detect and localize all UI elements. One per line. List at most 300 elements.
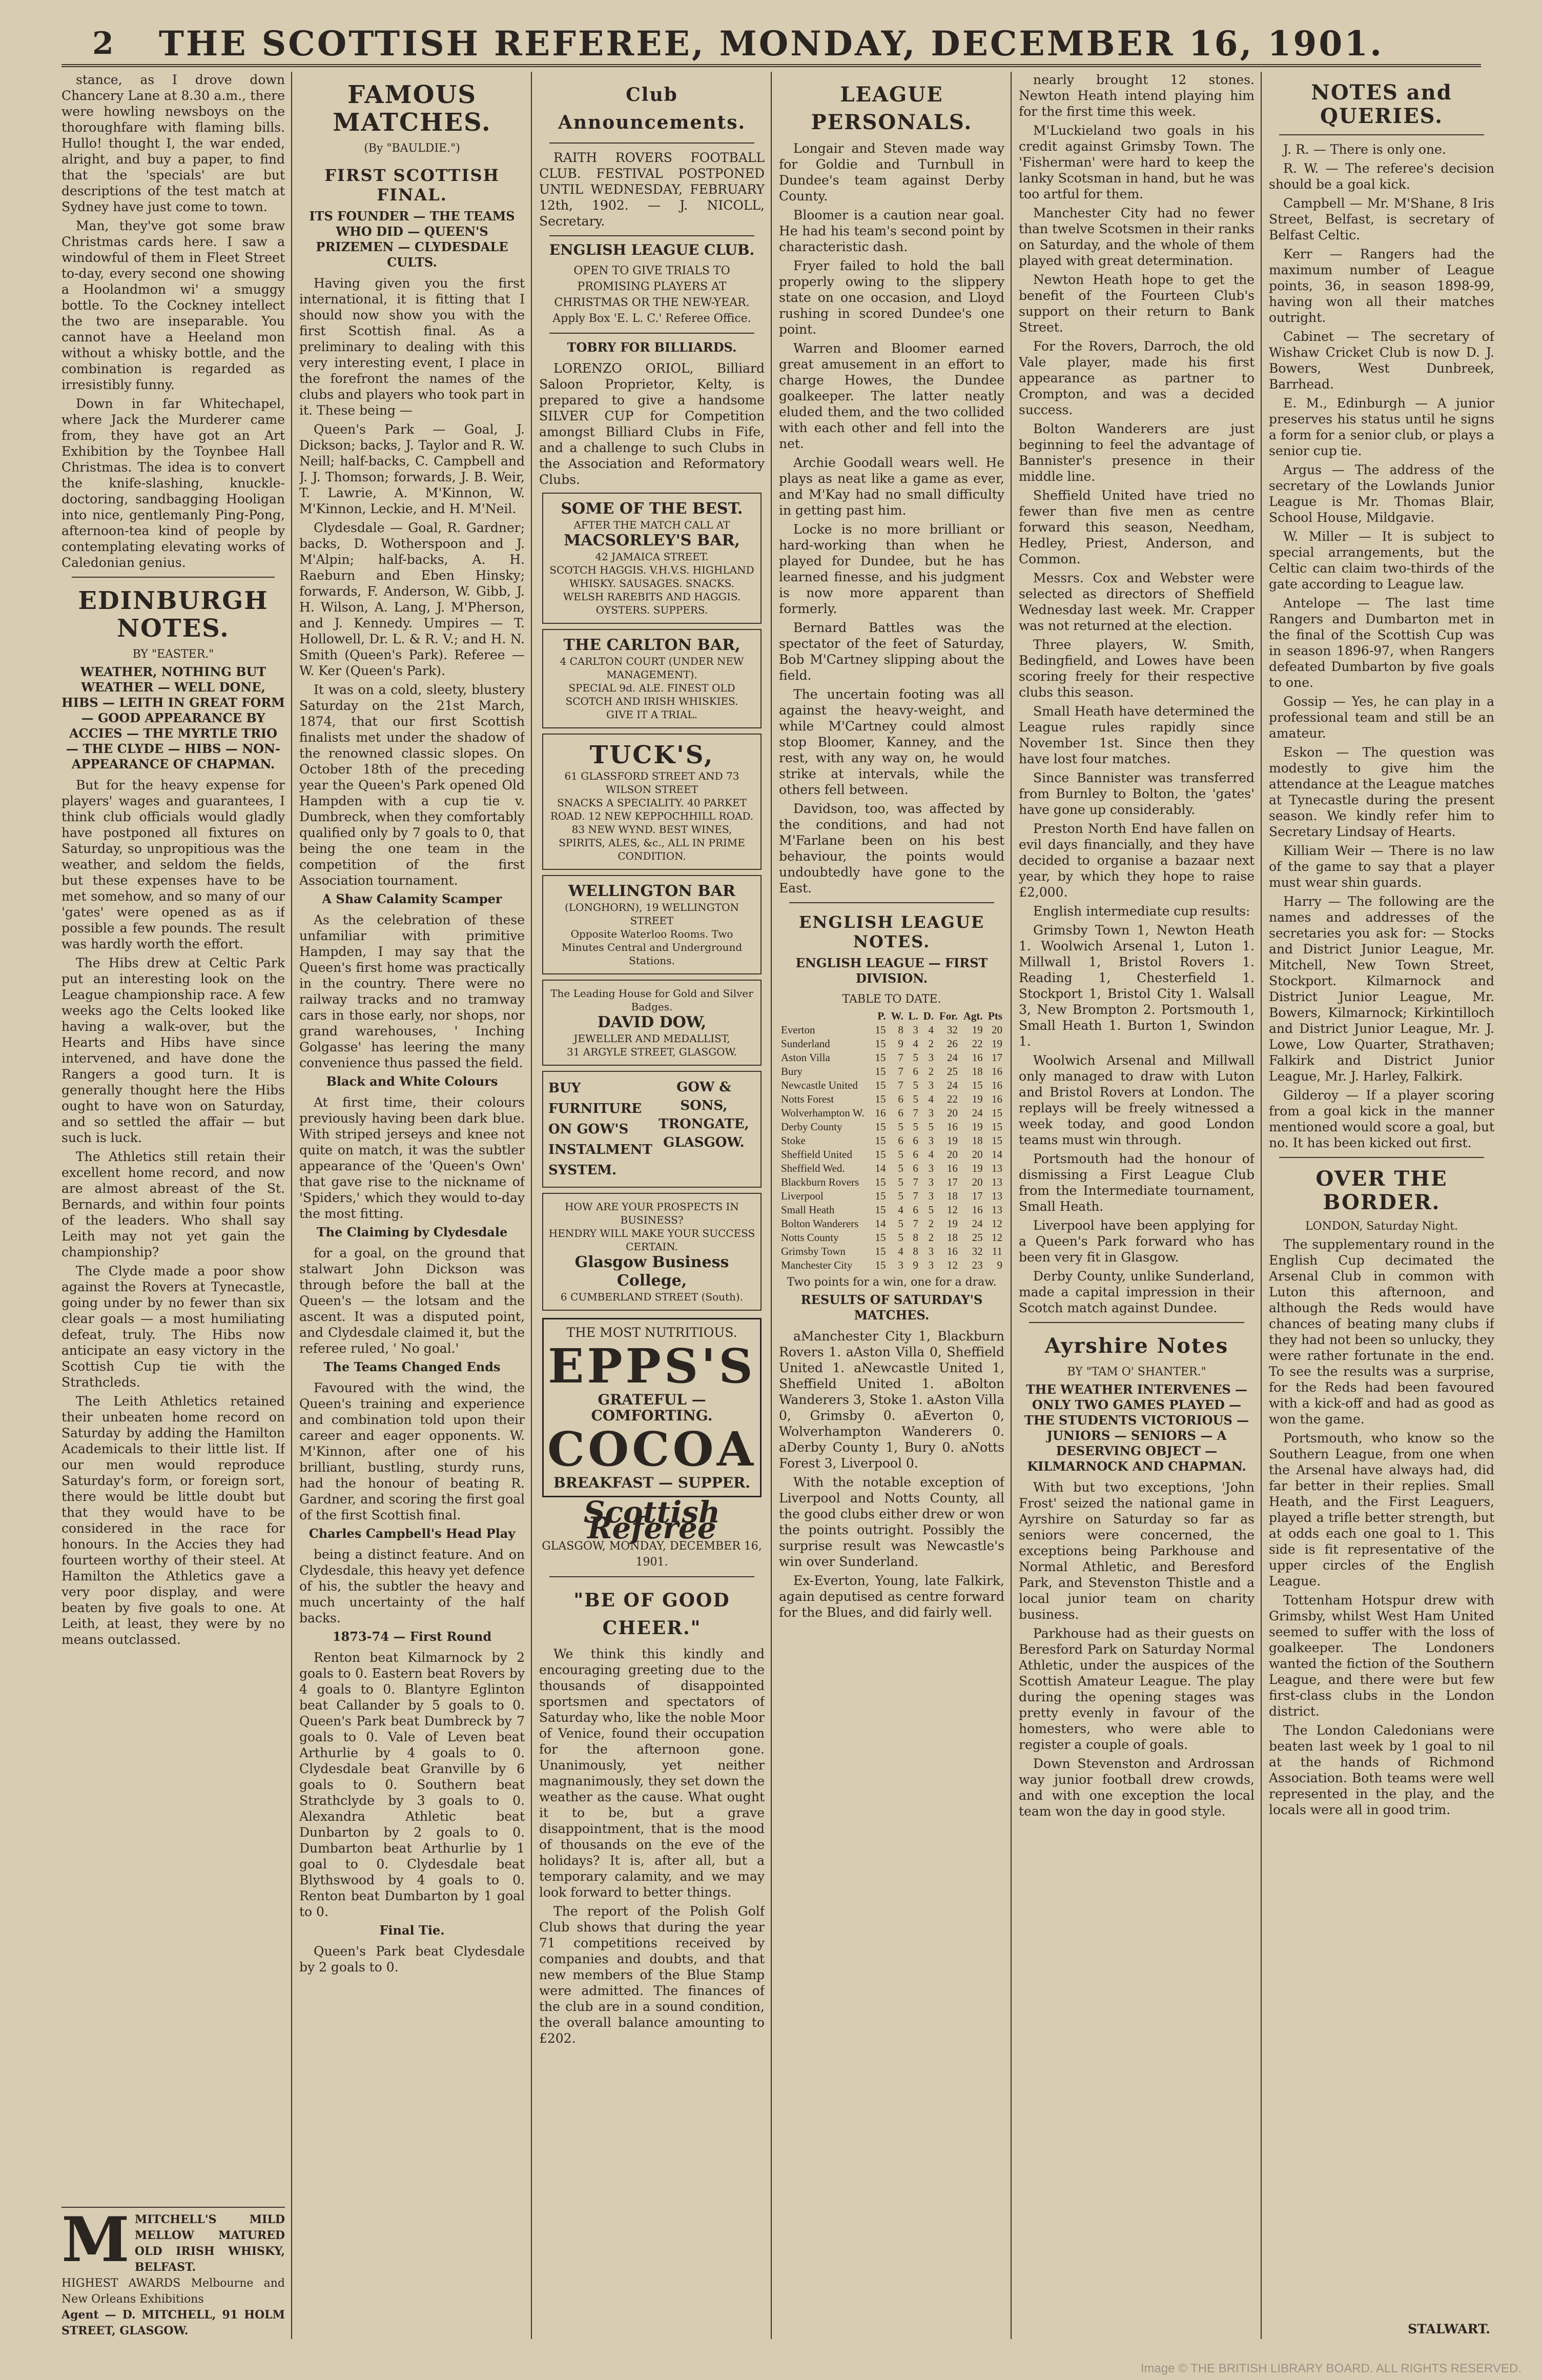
query-answer: Killiam Weir — There is no law of the game to say that a player must wear shin guards. — [1269, 843, 1494, 890]
table-cell: Liverpool — [781, 1190, 824, 1202]
table-cell: 6 — [913, 1162, 918, 1174]
subheading: ITS FOUNDER — THE TEAMS WHO DID — QUEEN'S PRIZEMEN — CLYDESDALE CULTS. — [309, 209, 515, 270]
article-text: Small Heath have determined the League rules rapidly since November 1st. Since then they have lost four matches. — [1019, 704, 1255, 766]
table-cell: 6 — [898, 1134, 903, 1147]
section-subheading: A Shaw Calamity Scamper — [322, 891, 502, 906]
table-cell: 16 — [947, 1162, 958, 1174]
dateline: LONDON, Saturday Night. — [1305, 1220, 1458, 1233]
team-list: Queen's Park — Goal, J. Dickson; backs, J. Taylor and R. W. Neill; half-backs, C. Campbell and J. J. Thomson; forwards, J. B. Weir, T. Lawrie, A. M'Kinnon, W. M'Kinnon, Leckie, and H. M'Neil. — [299, 422, 525, 516]
table-cell: 2 — [928, 1038, 934, 1050]
table-cell: 15 — [875, 1079, 886, 1091]
cup-results: Grimsby Town 1, Newton Heath 1. Woolwich Arsenal 1, Luton 1. Millwall 1, Bristol Rovers 1. Reading 1, Chesterfield 1. Stockport 1, Bristol City 1. Walsall 3, New Brompton 2. Portsmouth 1, Small Heath 1. Burton 1, Swindon 1. — [1019, 923, 1255, 1049]
table-row — [779, 1079, 1004, 1092]
column-rule — [291, 72, 292, 2339]
leader-text: We think this kindly and encouraging greeting due to the thousands of disappointed sportsmen and spectators of Saturday who, like the noble Moor of Venice, found their occupation for the afternoon gone. Unanimously, yet neither magnanimously, they set down the weather as the cause. What ought it to be, but a grave disappointment, that is the mood of thousands on the eve of the holidays? It is, after all, but a temporary calamity, and we may look forward to better things. — [539, 1646, 765, 1900]
table-cell: 16 — [992, 1093, 1002, 1105]
table-cell: 4 — [913, 1038, 918, 1050]
table-cell: 22 — [947, 1093, 958, 1105]
table-cell: 2 — [928, 1231, 934, 1244]
table-cell: 6 — [913, 1065, 918, 1077]
advert-sub: (LONGHORN), 19 WELLINGTON STREET — [564, 901, 739, 927]
advert-sub: HENDRY WILL MAKE YOUR SUCCESS CERTAIN. — [548, 1227, 755, 1253]
table-cell: 7 — [913, 1190, 918, 1202]
table-column-header: Pts — [988, 1010, 1002, 1022]
table-cell: 3 — [928, 1051, 934, 1064]
article-text: Parkhouse had as their guests on Beresford Park on Saturday Normal Athletic, under the auspices of the Scottish Amateur League. The play during the opening stages was pretty evenly in favour of the homesters, who were able to register a couple of goals. — [1019, 1626, 1255, 1752]
table-cell: 5 — [898, 1121, 903, 1133]
table-cell: 23 — [972, 1259, 983, 1271]
table-cell: 5 — [928, 1121, 934, 1133]
advert-address: 61 GLASSFORD STREET AND 73 WILSON STREET — [564, 770, 739, 796]
article-text: Bernard Battles was the spectator of the feet of Saturday, Bob M'Cartney slipping about the field. — [779, 620, 1004, 683]
table-cell: 3 — [913, 1024, 918, 1036]
table-cell: Manchester City — [781, 1259, 853, 1271]
article-text: Tottenham Hotspur drew with Grimsby, whilst West Ham United seemed to suffer with the loss of goalkeeper. The Londoners wanted the fiction of the Southern League, and there were but few first-class clubs in the London district. — [1269, 1593, 1494, 1719]
query-answer: Gilderoy — If a player scoring from a goal kick in the manner mentioned would score a goal, but no. It has been kicked out first. — [1269, 1088, 1494, 1150]
page-number: 2 — [92, 26, 114, 62]
table-cell: Blackburn Rovers — [781, 1176, 859, 1188]
advert-body: Opposite Waterloo Rooms. Two Minutes Central and Underground Stations. — [561, 928, 743, 967]
advert-left: BUY FURNITURE ON GOW'S INSTALMENT SYSTEM. — [548, 1081, 652, 1178]
final-tie-label: Final Tie. — [379, 1923, 445, 1938]
article-text: Down in far Whitechapel, where Jack the Murderer came from, they have got an Art Exhibition by the Toynbee Hall Christmas. The idea is to convert the knife-slashing, knuckle-doctoring, sandbagging Hooligan into nice, gentlemanly Ping-Pong, afternoon-tea kind of people by contemplating elevating works of Caledonian genius. — [61, 396, 285, 570]
divider — [1029, 1322, 1244, 1323]
table-cell: 12 — [947, 1204, 958, 1216]
advert-initial: M — [61, 2204, 130, 2276]
table-cell: 5 — [898, 1190, 903, 1202]
table-cell: 9 — [997, 1259, 1002, 1271]
table-row — [779, 1189, 1004, 1203]
advert-awards: HIGHEST AWARDS Melbourne and New Orleans Exhibitions — [61, 2277, 285, 2306]
table-cell: Sheffield United — [781, 1148, 853, 1161]
table-cell: 20 — [972, 1176, 983, 1188]
masthead — [61, 21, 1481, 67]
table-cell: 4 — [928, 1093, 934, 1105]
divider — [72, 577, 275, 578]
article-text: Bloomer is a caution near goal. He had his team's second point by characteristic dash. — [779, 208, 1004, 254]
table-cell: 6 — [913, 1148, 918, 1161]
table-cell: 7 — [913, 1176, 918, 1188]
article-text: Portsmouth, who know so the Southern League, from one when the Arsenal have always had, did far better in their replies. Small Heath, and the First Leaguers, played a trifle better strength, but at odds each one goal to 1. This side is fit representative of the upper circles of the English League. — [1269, 1431, 1494, 1589]
advert-heading: HOW ARE YOUR PROSPECTS IN BUSINESS? — [565, 1201, 739, 1226]
advert-address: 42 JAMAICA STREET. — [595, 551, 709, 563]
divider — [549, 1576, 754, 1577]
table-row — [779, 1037, 1004, 1051]
table-row — [779, 1245, 1004, 1258]
table-cell: 3 — [928, 1134, 934, 1147]
column-1 — [61, 72, 285, 2339]
advert-footer: GIVE IT A TRIAL. — [606, 708, 698, 721]
byline: BY "TAM O' SHANTER." — [1067, 1366, 1206, 1378]
article-text: Sheffield United have tried no fewer than five men as centre forward this season, Needham, Hedley, Priest, Anderson, and Common. — [1019, 488, 1255, 566]
table-cell: 16 — [972, 1204, 983, 1216]
section-subheading: The Claiming by Clydesdale — [316, 1225, 508, 1239]
query-answer: Gossip — Yes, he can play in a professional team and still be an amateur. — [1269, 694, 1494, 741]
announcement-body: LORENZO ORIOL, Billiard Saloon Proprietor, Kelty, is prepared to give a handsome SILVER CUP for Competition amongst Billiard Clubs in Fife, and a challenge to such Clubs in the Association and Reformatory Clubs. — [539, 361, 765, 487]
table-cell: 24 — [947, 1079, 958, 1091]
byline: (By "BAULDIE.") — [364, 142, 460, 155]
table-cell: Small Heath — [781, 1204, 835, 1216]
table-cell: 3 — [898, 1259, 903, 1271]
table-cell: 14 — [875, 1217, 886, 1230]
advert-sub: The Leading House for Gold and Silver Badges. — [550, 987, 753, 1013]
article-subheading: FIRST SCOTTISH FINAL. — [324, 166, 500, 205]
advert-agent: Agent — D. MITCHELL, 91 HOLM STREET, GLASGOW. — [61, 2308, 285, 2337]
article-text: M'Luckieland two goals in his credit against Grimsby Town. The 'Fisherman' were hard to keep the lanky Scotsman in hand, but he was too artful for them. — [1019, 123, 1255, 201]
whisky-advert — [61, 2204, 285, 2339]
article-text: Warren and Bloomer earned great amusement in an effort to charge Howes, the Dundee goalkeeper. The latter neatly eluded them, and the two collided with each other and fell into the net. — [779, 341, 1004, 451]
table-cell: 12 — [992, 1217, 1002, 1230]
table-cell: 16 — [875, 1107, 886, 1119]
article-text: Messrs. Cox and Webster were selected as directors of Sheffield Wednesday last week. Mr. Crapper was not returned at the election. — [1019, 571, 1255, 633]
query-answer: R. W. — The referee's decision should be a goal kick. — [1269, 161, 1494, 192]
table-cell: 19 — [972, 1121, 983, 1133]
table-cell: 16 — [992, 1079, 1002, 1091]
article-text: Liverpool have been applying for a Queen's Park forward who has been very fit in Glasgow. — [1019, 1218, 1255, 1265]
leader-heading: "BE OF GOOD CHEER." — [573, 1590, 730, 1639]
table-cell: 24 — [972, 1107, 983, 1119]
table-cell: 8 — [913, 1231, 918, 1244]
table-row — [779, 1231, 1004, 1245]
table-cell: 2 — [928, 1065, 934, 1077]
table-cell: 15 — [875, 1176, 886, 1188]
table-cell: 6 — [913, 1134, 918, 1147]
query-answer: W. Miller — It is subject to special arrangements, but the Celtic can claim two-thirds of the gate according to League law. — [1269, 529, 1494, 592]
table-cell: 15 — [992, 1134, 1002, 1147]
article-text: Since Bannister was transferred from Burnley to Bolton, the 'gates' have gone up considerably. — [1019, 770, 1255, 817]
table-cell: Aston Villa — [781, 1051, 830, 1064]
table-column-header: L. — [908, 1010, 918, 1022]
article-text: Davidson, too, was affected by the conditions, and had not M'Farlane been on his best behaviour, the points would undoubtedly have gone to the East. — [779, 801, 1004, 896]
results-list: aManchester City 1, Blackburn Rovers 1. aAston Villa 0, Sheffield United 1. aNewcastle United 1, Sheffield United 1. aBolton Wanderers 3, Stoke 1. aAston Villa 0, Grimsby 0. aEverton 0, Wolverhampton Wanderers 0. aDerby County 1, Bury 0. aNotts Forest 3, Liverpool 0. — [779, 1329, 1004, 1471]
table-cell: 13 — [992, 1204, 1002, 1216]
table-cell: 18 — [947, 1190, 958, 1202]
advert-name: MITCHELL'S MILD MELLOW MATURED OLD IRISH WHISKY, BELFAST. — [134, 2213, 285, 2274]
table-cell: 15 — [875, 1134, 886, 1147]
table-note: Two points for a win, one for a draw. — [787, 1276, 997, 1289]
table-row — [779, 1023, 1004, 1037]
subheading: WEATHER, NOTHING BUT WEATHER — WELL DONE, HIBS — LEITH IN GREAT FORM — GOOD APPEARANCE BY ACCIES — THE MYRTLE TRIO — THE CLYDE — HIBS — NON-APPEARANCE OF CHAPMAN. — [61, 664, 285, 771]
advert-heading: SOME OF THE BEST. — [561, 500, 743, 518]
table-cell: 13 — [992, 1176, 1002, 1188]
table-cell: Newcastle United — [781, 1079, 858, 1091]
table-cell: 19 — [947, 1134, 958, 1147]
table-cell: 8 — [898, 1024, 903, 1036]
table-cell: Derby County — [781, 1121, 842, 1133]
table-cell: Everton — [781, 1024, 815, 1036]
article-text: The Clyde made a poor show against the Rovers at Tynecastle, going under by no fewer than six clear goals — a most humiliating defeat, truly. The Hibs now anticipate an easy victory in the Scottish Cup tie with the Strathcleds. — [61, 1264, 285, 1390]
article-text: Longair and Steven made way for Goldie and Turnbull in Dundee's team against Derby County. — [779, 141, 1004, 204]
table-column-header: D. — [923, 1010, 934, 1022]
divider — [1279, 134, 1484, 135]
query-answer: Argus — The address of the secretary of the Lowlands Junior League is Mr. Thomas Blair, School House, Mildgavie. — [1269, 462, 1494, 525]
byline: BY "EASTER." — [132, 648, 214, 661]
table-cell: 14 — [875, 1162, 886, 1174]
table-cell: 15 — [875, 1148, 886, 1161]
table-cell: 16 — [947, 1121, 958, 1133]
table-row — [779, 1134, 1004, 1148]
section-subheading: Black and White Colours — [326, 1074, 498, 1089]
announcement-heading: TOBRY FOR BILLIARDS. — [567, 340, 737, 355]
divider — [1279, 1157, 1484, 1158]
table-cell: 15 — [875, 1051, 886, 1064]
section-heading: FAMOUS MATCHES. — [333, 80, 491, 137]
table-header-row — [779, 1009, 1004, 1023]
query-answer: Harry — The following are the names and addresses of the secretaries you ask for: — Stocks and District Junior League, Mr. Mitchell, New Town Street, Stockport. Kilmarnock and District Junior League, Mr. Bowers, Kilmarnock; Kirkintilloch and District Junior League, Mr. J. Lowe, Low Quarter, Strathaven; Falkirk and District Junior League, Mr. J. Harley, Falkirk. — [1269, 894, 1494, 1084]
table-row — [779, 1065, 1004, 1079]
table-cell: Sheffield Wed. — [781, 1162, 845, 1174]
table-cell: Wolverhampton W. — [781, 1107, 865, 1119]
table-cell: 17 — [972, 1190, 983, 1202]
table-cell: 3 — [928, 1190, 934, 1202]
article-text: Favoured with the wind, the Queen's training and experience and combination told upon their career and eager opponents. W. M'Kinnon, after one of his brilliant, bustling, sturdy runs, had the honour of beating R. Gardner, and scoring the first goal of the first Scottish final. — [299, 1380, 525, 1522]
advert-product: COCOA — [547, 1421, 757, 1477]
query-answer: J. R. — There is only one. — [1283, 142, 1446, 157]
table-row — [779, 1051, 1004, 1065]
article-text: At first time, their colours previously having been dark blue. With striped jerseys and knee not quite on match, it was the subtler appearance of the 'Queen's Own' that gave rise to the nickname of 'Spiders,' which they would to-day the most fitting. — [299, 1095, 525, 1221]
table-row — [779, 1175, 1004, 1189]
table-cell: Notts County — [781, 1231, 839, 1244]
divider — [549, 333, 754, 334]
table-cell: 13 — [992, 1190, 1002, 1202]
results-list: Renton beat Kilmarnock by 2 goals to 0. Eastern beat Rovers by 4 goals to 0. Blantyre Eglinton beat Callander by 5 goals to 0. Queen's Park beat Dumbreck by 7 goals to 0. Vale of Leven beat Arthurlie by 4 goals to 0. Clydesdale beat Granville by 6 goals to 0. Southern beat Strathclyde by 3 goals to 0. Alexandra Athletic beat Dunbarton by 2 goals to 0. Dumbarton beat Arthurlie by 1 goal to 0. Clydesdale beat Blythswood by 4 goals to 0. Renton beat Dumbarton by 1 goal to 0. — [299, 1650, 525, 1919]
table-cell: 20 — [972, 1148, 983, 1161]
table-row — [779, 1106, 1004, 1120]
table-cell: 12 — [947, 1259, 958, 1271]
advert-name: TUCK'S, — [589, 741, 714, 769]
wellington-advert — [542, 875, 762, 974]
column-4 — [779, 72, 1004, 2339]
column-6 — [1269, 72, 1494, 2339]
table-cell: 2 — [928, 1217, 934, 1230]
table-cell: 16 — [947, 1245, 958, 1257]
table-cell: 5 — [898, 1162, 903, 1174]
table-cell: 4 — [928, 1024, 934, 1036]
table-cell: 6 — [913, 1204, 918, 1216]
table-cell: 15 — [875, 1204, 886, 1216]
league-table — [779, 1009, 1004, 1272]
table-cell: 24 — [972, 1217, 983, 1230]
article-text: Newton Heath hope to get the benefit of the Fourteen Club's support on their return to Bank Street. — [1019, 272, 1255, 335]
table-row — [779, 1148, 1004, 1162]
final-tie-result: Queen's Park beat Clydesdale by 2 goals to 0. — [299, 1944, 525, 1975]
table-cell: Bury — [781, 1065, 803, 1077]
section-heading: Club Announcements. — [558, 84, 746, 133]
table-cell: Bolton Wanderers — [781, 1217, 859, 1230]
article-text: Bolton Wanderers are just beginning to feel the advantage of Bannister's presence in their middle line. — [1019, 421, 1255, 484]
table-cell: 7 — [913, 1107, 918, 1119]
table-cell: 20 — [947, 1148, 958, 1161]
table-cell: 19 — [972, 1162, 983, 1174]
table-cell: 25 — [947, 1065, 958, 1077]
article-text: stance, as I drove down Chancery Lane at 8.30 a.m., there were howling newsboys on the thoroughfare with flaming bills. Hullo! thought I, the war ended, alright, and buy a paper, to find that the 'specials' are but descriptions of the test match at Sydney have just come to town. — [61, 72, 285, 214]
section-heading: LEAGUE PERSONALS. — [811, 83, 973, 134]
article-text: nearly brought 12 stones. Newton Heath intend playing him for the first time this week. — [1019, 72, 1255, 119]
carlton-advert — [542, 629, 762, 728]
paper-logo: Scottish Referee — [583, 1495, 721, 1545]
leader-text: The report of the Polish Golf Club shows that during the year 71 competitions received by companies and doubts, and that new members of the Blue Stamp were admitted. The finances of the club are in a sound condition, the overall balance amounting to £202. — [539, 1904, 765, 2046]
table-cell: 9 — [898, 1038, 903, 1050]
section-heading: OVER THE BORDER. — [1315, 1167, 1448, 1214]
table-cell: 15 — [875, 1038, 886, 1050]
column-rule — [1011, 72, 1012, 2339]
business-college-advert — [542, 1193, 762, 1311]
advert-body: SCOTCH HAGGIS. V.H.V.S. HIGHLAND WHISKY. SAUSAGES. SNACKS. WELSH RAREBITS AND HAGGIS. OYSTERS. SUPPERS. — [549, 564, 754, 616]
table-cell: 17 — [992, 1051, 1002, 1064]
table-label: TABLE TO DATE. — [842, 993, 941, 1006]
table-cell: 3 — [928, 1176, 934, 1188]
section-heading: NOTES and QUERIES. — [1311, 80, 1452, 128]
table-cell: 6 — [898, 1093, 903, 1105]
table-cell: 5 — [913, 1051, 918, 1064]
table-cell: 12 — [992, 1231, 1002, 1244]
table-cell: 16 — [972, 1051, 983, 1064]
divider — [549, 143, 754, 144]
table-cell: 32 — [972, 1245, 983, 1257]
table-cell: 8 — [913, 1245, 918, 1257]
cup-results-heading: English intermediate cup results: — [1033, 904, 1250, 919]
article-text: Down Stevenston and Ardrossan way junior football drew crowds, and with one exception the local team won the day in good style. — [1019, 1756, 1255, 1819]
table-cell: 3 — [928, 1259, 934, 1271]
article-text: Having given you the first international, it is fitting that I should now show you with the first Scottish final. As a preliminary to dealing with this very interesting event, I place in the forefront the names of the clubs and players who took part in it. These being — — [299, 276, 525, 418]
article-text: Woolwich Arsenal and Millwall only managed to draw with Luton and Bristol Rovers at London. The replays will be freely witnessed a week today, and good London teams must win through. — [1019, 1053, 1255, 1147]
table-cell: 13 — [992, 1162, 1002, 1174]
column-rule — [1261, 72, 1262, 2339]
table-cell: 17 — [947, 1176, 958, 1188]
announcement-heading: ENGLISH LEAGUE CLUB. — [549, 241, 755, 258]
article-text: With but two exceptions, 'John Frost' seized the national game in Ayrshire on Saturday so far as seniors were concerned, the exceptions being Parkhouse and Normal Athletic, and Beresford Park, and Stevenston Thistle and a local junior team on charity business. — [1019, 1480, 1255, 1622]
article-text: It was on a cold, sleety, blustery Saturday on the 21st March, 1874, that our first Scottish finalists met under the shadow of the renowned classic slopes. On October 18th of the preceding year the Queen's Park opened Old Hampden with a cup tie v. Dumbreck, when they comfortably qualified only by 7 goals to 0, that being the one team in the competition of the first Association tournament. — [299, 682, 525, 888]
table-cell: 4 — [898, 1245, 903, 1257]
article-text: being a distinct feature. And on Clydesdale, this heavy yet defence of his, the subtler the heavy and much uncertainty of the half backs. — [299, 1547, 525, 1625]
query-answer: E. M., Edinburgh — A junior preserves his status until he signs a form for a senior club, or plays a senior cup tie. — [1269, 396, 1494, 458]
table-cell: 11 — [992, 1245, 1002, 1257]
david-dow-advert — [542, 980, 762, 1066]
advert-address: 4 CARLTON COURT (UNDER NEW MANAGEMENT). — [560, 655, 744, 681]
advert-name: WELLINGTON BAR — [568, 882, 735, 900]
table-cell: 15 — [875, 1190, 886, 1202]
table-cell: 19 — [992, 1038, 1002, 1050]
copyright-notice: Image © THE BRITISH LIBRARY BOARD. ALL RIGHTS RESERVED. — [1140, 2362, 1522, 2375]
section-heading: EDINBURGH NOTES. — [78, 586, 269, 643]
table-cell: 7 — [913, 1217, 918, 1230]
article-text: The uncertain footing was all against the heavy-weight, and while M'Cartney could almost stop Bloomer, Kanney, and the rest, with any way on, he would strike at intervals, while the others fell between. — [779, 687, 1004, 797]
query-answer: Kerr — Rangers had the maximum number of League points, 36, in season 1898-99, having won all their matches outright. — [1269, 247, 1494, 325]
table-column-header: For. — [939, 1010, 958, 1022]
article-text: Derby County, unlike Sunderland, made a capital impression in their Scotch match against Dundee. — [1019, 1269, 1255, 1315]
table-cell: 5 — [913, 1079, 918, 1091]
article-text: Preston North End have fallen on evil days financially, and they have decided to organise a bazaar next year, by which they hope to raise £2,000. — [1019, 821, 1255, 900]
table-cell: 32 — [947, 1024, 958, 1036]
section-subheading: Charles Campbell's Head Play — [309, 1526, 516, 1541]
table-cell: 6 — [898, 1107, 903, 1119]
article-text: Locke is no more brilliant or hard-working than when he played for Dundee, but he has learned finesse, and his judgment is now more apparent than formerly. — [779, 522, 1004, 616]
column-rule — [771, 72, 772, 2339]
table-cell: 3 — [928, 1107, 934, 1119]
divider — [549, 235, 754, 236]
table-cell: 3 — [928, 1079, 934, 1091]
table-row — [779, 1120, 1004, 1134]
advert-tagline: GRATEFUL — COMFORTING. — [591, 1391, 713, 1424]
table-cell: 5 — [898, 1176, 903, 1188]
article-text: As the celebration of these unfamiliar with primitive Hampden, I may say that the Queen's first home was practically in the country. There were no railway tracks and no tramway cars in those early, nor shops, nor grand warehouses, ' Inching Golgasse' has leering the many convenience thus passed the field. — [299, 912, 525, 1070]
advert-address: 31 ARGYLE STREET, GLASGOW. — [567, 1046, 737, 1058]
table-cell: 15 — [875, 1093, 886, 1105]
signature: STALWART. — [1403, 2321, 1490, 2337]
advert-name: THE CARLTON BAR, — [563, 636, 741, 654]
table-cell: Stoke — [781, 1134, 806, 1147]
team-list: Clydesdale — Goal, R. Gardner; backs, D. Wotherspoon and J. M'Alpin; half-backs, A. H. Raeburn and Eben Hinsky; forwards, F. Anderson, W. Gibb, J. H. Wilson, A. Lang, J. M'Pherson, and J. Kennedy. Umpires — T. Hollowell, Dr. L. & R. V.; and H. N. Smith (Queen's Park). Referee — W. Ker (Queen's Park). — [299, 520, 525, 678]
advert-footer: BREAKFAST — SUPPER. — [553, 1474, 750, 1491]
announcement-body: OPEN TO GIVE TRIALS TO PROMISING PLAYERS AT CHRISTMAS OR THE NEW-YEAR. Apply Box 'E. L. C.' Referee Office. — [552, 265, 751, 325]
article-text: For the Rovers, Darroch, the old Vale player, made his first appearance as partner to Crompton, and was a decided success. — [1019, 339, 1255, 417]
table-cell: 18 — [947, 1231, 958, 1244]
table-cell: 5 — [913, 1093, 918, 1105]
newspaper-title: THE SCOTTISH REFEREE, MONDAY, DECEMBER 16, 1901. — [158, 24, 1384, 64]
table-cell: 18 — [972, 1065, 983, 1077]
table-column-header: Agt. — [963, 1010, 983, 1022]
table-row — [779, 1162, 1004, 1175]
tucks-advert — [542, 734, 762, 870]
table-title: ENGLISH LEAGUE NOTES. — [798, 912, 985, 951]
query-answer: Antelope — The last time Rangers and Dumbarton met in the final of the Scottish Cup was in season 1896-97, when Rangers defeated Dumbarton by five goals to one. — [1269, 596, 1494, 690]
article-text: With the notable exception of Liverpool and Notts County, all the good clubs either drew or won the points outright. Possibly the surprise result was Newcastle's win over Sunderland. — [779, 1475, 1004, 1569]
table-row — [779, 1217, 1004, 1231]
article-text: Manchester City had no fewer than twelve Scotsmen in their ranks on Saturday, and the whole of them played with great determination. — [1019, 206, 1255, 268]
table-cell: 20 — [947, 1107, 958, 1119]
table-cell: 15 — [992, 1121, 1002, 1133]
advert-name: Glasgow Business College, — [574, 1253, 729, 1290]
table-cell: 7 — [898, 1079, 903, 1091]
table-row — [779, 1203, 1004, 1217]
table-cell: 9 — [913, 1259, 918, 1271]
advert-right: GOW & SONS, TRONGATE, GLASGOW. — [659, 1080, 749, 1150]
table-cell: 25 — [972, 1231, 983, 1244]
dateline: GLASGOW, MONDAY, DECEMBER 16, 1901. — [542, 1540, 762, 1569]
table-cell: 5 — [898, 1231, 903, 1244]
table-cell: 20 — [992, 1024, 1002, 1036]
table-cell: 15 — [875, 1231, 886, 1244]
column-5 — [1019, 72, 1255, 2339]
table-body — [779, 1023, 1004, 1272]
article-text: The Leith Athletics retained their unbeaten home record on Saturday by adding the Hamilton Academicals to their little list. If our men would reproduce Saturday's form, or foreign sort, there would be little doubt but that they would have to be considered in the race for honours. In the Accies they had fourteen worthy of their steel. At Hamilton the Athletics gave a very poor display, and were beaten by five goals to one. At Leith, at least, they were by no means outclassed. — [61, 1394, 285, 1647]
advert-trade: JEWELLER AND MEDALLIST, — [573, 1032, 730, 1045]
table-cell: Grimsby Town — [781, 1245, 846, 1257]
table-cell: 18 — [972, 1134, 983, 1147]
table-cell: 19 — [972, 1093, 983, 1105]
table-cell: 3 — [928, 1162, 934, 1174]
table-row — [779, 1258, 1004, 1272]
advert-address: 6 CUMBERLAND STREET (South). — [560, 1291, 744, 1303]
table-cell: 4 — [928, 1148, 934, 1161]
table-column-header — [779, 1009, 872, 1023]
column-2 — [299, 72, 525, 2339]
advert-heading: THE MOST NUTRITIOUS. — [566, 1325, 737, 1340]
table-row — [779, 1092, 1004, 1106]
table-cell: Sunderland — [781, 1038, 830, 1050]
table-cell: 15 — [875, 1024, 886, 1036]
query-answer: Eskon — The question was modestly to give him the attendance at the League matches at Tynecastle during the present season. We kindly refer him to Secretary Lindsay of Hearts. — [1269, 745, 1494, 839]
article-text: Ex-Everton, Young, late Falkirk, again deputised as centre forward for the Blues, and did fairly well. — [779, 1573, 1004, 1620]
table-subtitle: ENGLISH LEAGUE — FIRST DIVISION. — [795, 955, 988, 986]
article-text: Man, they've got some braw Christmas cards here. I saw a windowful of them in Fleet Street to-day, every second one showing a Hoolandmon wi' a smuggy bottle. To the Cockney intellect the two are inseparable. You cannot have a Heeland mon without a whisky bottle, and the combination is regarded as irresistibly funny. — [61, 218, 285, 392]
table-cell: 5 — [928, 1204, 934, 1216]
table-cell: 5 — [913, 1121, 918, 1133]
table-cell: 7 — [898, 1051, 903, 1064]
table-cell: 26 — [947, 1038, 958, 1050]
table-column-header: W. — [891, 1010, 903, 1022]
table-cell: 19 — [947, 1217, 958, 1230]
